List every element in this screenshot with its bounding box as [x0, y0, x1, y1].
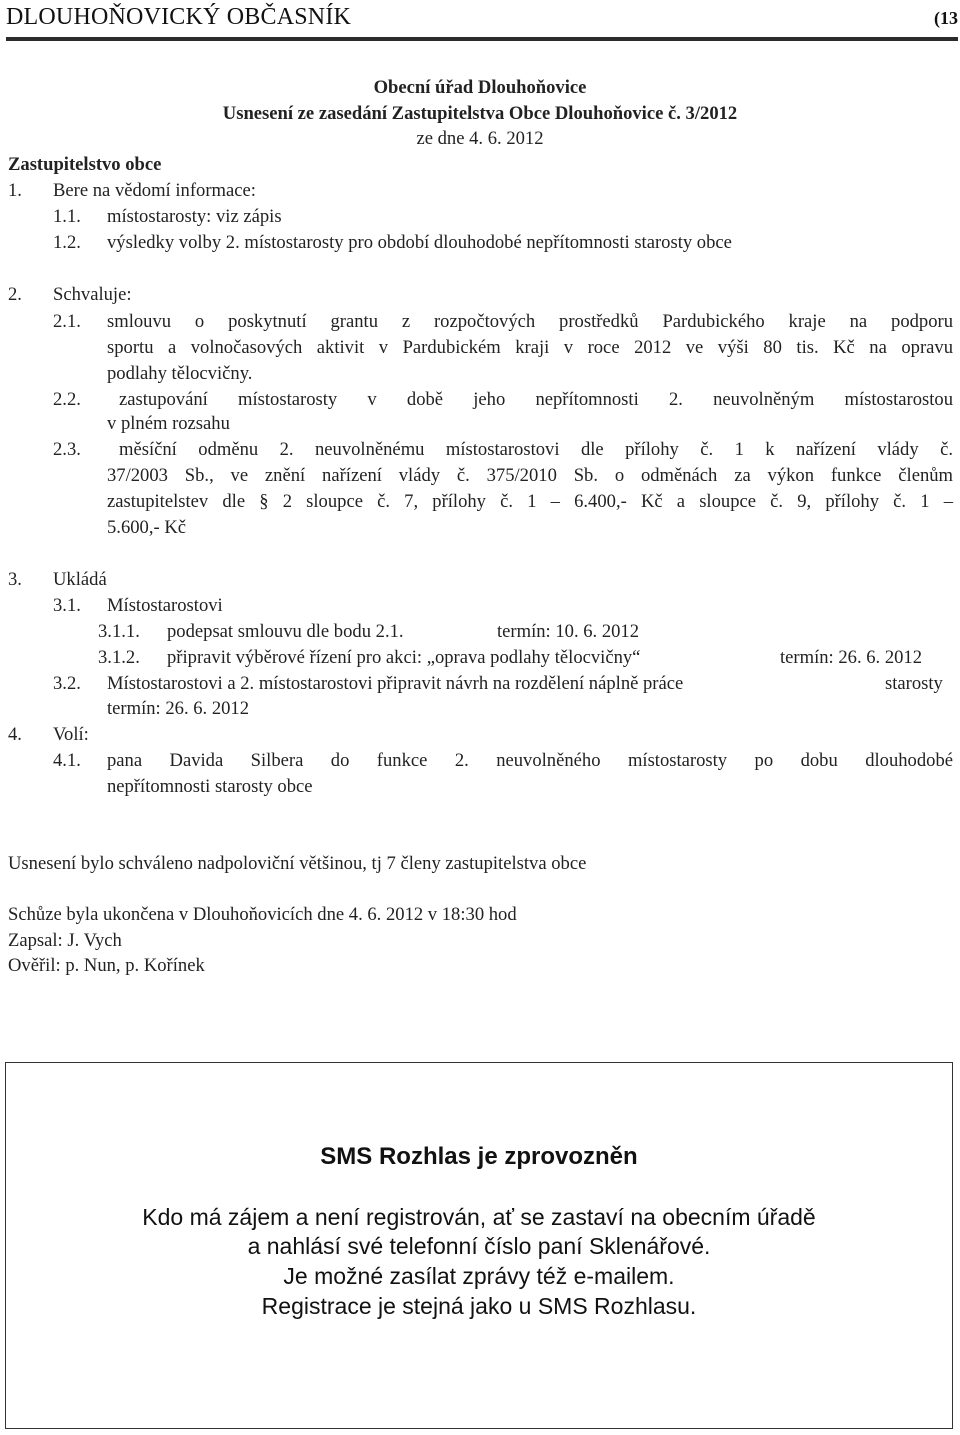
item-3-1-1-deadline: termín: 10. 6. 2012 [497, 621, 640, 642]
meeting-end: Schůze byla ukončena v Dlouhoňovicích dne 4. 6. 2012 v 18:30 hod [8, 904, 517, 925]
approval-statement: Usnesení bylo schváleno nadpoloviční většinou, tj 7 členy zastupitelstva obce [8, 853, 587, 874]
item-3-1-2-deadline: termín: 26. 6. 2012 [780, 647, 923, 668]
item-1-1-number: 1.1. [53, 206, 81, 227]
sms-notice-line: a nahlásí své telefonní číslo paní Sklenářové. [247, 1233, 711, 1259]
item-2-1-line-1: smlouvu o poskytnutí grantu z rozpočtových prostředků Pardubického kraje na podporu [107, 311, 953, 332]
page-number: (13 [934, 8, 958, 28]
item-3-2-number: 3.2. [53, 673, 81, 694]
item-3-1-2-number: 3.1.2. [98, 647, 140, 668]
section-4-number: 4. [8, 724, 22, 745]
item-2-1-line-2: sportu a volnočasových aktivit v Pardubickém kraji v roce 2012 ve výši 80 tis. Kč na opravu [107, 337, 953, 358]
section-2-label: Schvaluje: [53, 284, 132, 305]
masthead-rule [6, 37, 958, 41]
item-1-2-number: 1.2. [53, 232, 81, 253]
publication-title: DLOUHOŇOVICKÝ OBČASNÍK [6, 4, 352, 30]
office-name: Obecní úřad Dlouhoňovice [373, 77, 587, 98]
sms-notice-line: Kdo má zájem a není registrován, ať se zastaví na obecním úřadě [142, 1204, 816, 1230]
recorded-by: Zapsal: J. Vych [8, 930, 122, 951]
item-3-2-text-tail: starosty [885, 673, 943, 694]
section-1-number: 1. [8, 180, 22, 201]
item-3-2-deadline: termín: 26. 6. 2012 [107, 698, 250, 719]
item-2-3-number: 2.3. [53, 439, 81, 460]
item-3-1-1-text: podepsat smlouvu dle bodu 2.1. [167, 621, 404, 642]
item-2-2-number: 2.2. [53, 389, 81, 410]
section-3-number: 3. [8, 569, 22, 590]
sms-notice-title: SMS Rozhlas je zprovozněn [320, 1143, 638, 1170]
item-1-2-text: výsledky volby 2. místostarosty pro období dlouhodobé nepřítomnosti starosty obce [107, 232, 732, 253]
section-1-label: Bere na vědomí informace: [53, 180, 256, 201]
council-heading: Zastupitelstvo obce [8, 154, 162, 175]
item-3-1-1-number: 3.1.1. [98, 621, 140, 642]
masthead [6, 4, 958, 38]
verified-by: Ověřil: p. Nun, p. Kořínek [8, 955, 205, 976]
item-2-3-line-2: 37/2003 Sb., ve znění nařízení vlády č. 375/2010 Sb. o odměnách za výkon funkce členům [107, 465, 953, 486]
item-2-3-line-1: měsíční odměnu 2. neuvolněnému místostarostovi dle přílohy č. 1 k nařízení vlády č. [119, 439, 953, 460]
item-3-1-text: Místostarostovi [107, 595, 223, 616]
item-1-1-text: místostarosty: viz zápis [107, 206, 282, 227]
section-2-number: 2. [8, 284, 22, 305]
item-2-1-line-3: podlahy tělocvičny. [107, 363, 253, 384]
item-2-2-line-2: v plném rozsahu [107, 413, 230, 434]
section-4-label: Volí: [53, 724, 89, 745]
item-2-3-line-4: 5.600,- Kč [107, 517, 187, 538]
section-3-label: Ukládá [53, 569, 107, 590]
item-3-1-number: 3.1. [53, 595, 81, 616]
item-3-1-2-text: připravit výběrové řízení pro akci: „oprava podlahy tělocvičny“ [167, 647, 641, 668]
resolution-title: Usnesení ze zasedání Zastupitelstva Obce Dlouhoňovice č. 3/2012 [222, 103, 738, 124]
item-4-1-line-2: nepřítomnosti starosty obce [107, 776, 313, 797]
sms-notice-line: Registrace je stejná jako u SMS Rozhlasu. [261, 1293, 697, 1319]
item-2-1-number: 2.1. [53, 311, 81, 332]
resolution-date: ze dne 4. 6. 2012 [416, 128, 544, 149]
sms-notice-line: Je možné zasílat zprávy též e-mailem. [283, 1263, 675, 1289]
item-3-2-text: Místostarostovi a 2. místostarostovi připravit návrh na rozdělení náplně práce [107, 673, 684, 694]
item-2-3-line-3: zastupitelstev dle § 2 sloupce č. 7, přílohy č. 1 – 6.400,- Kč a sloupce č. 9, přílohy č. 1 – [107, 491, 953, 512]
item-4-1-number: 4.1. [53, 750, 81, 771]
sms-notice-box [5, 1062, 953, 1429]
item-2-2-line-1: zastupování místostarosty v době jeho nepřítomnosti 2. neuvolněným místostarostou [119, 389, 953, 410]
item-4-1-line-1: pana Davida Silbera do funkce 2. neuvolněného místostarosty po dobu dlouhodobé [107, 750, 953, 771]
